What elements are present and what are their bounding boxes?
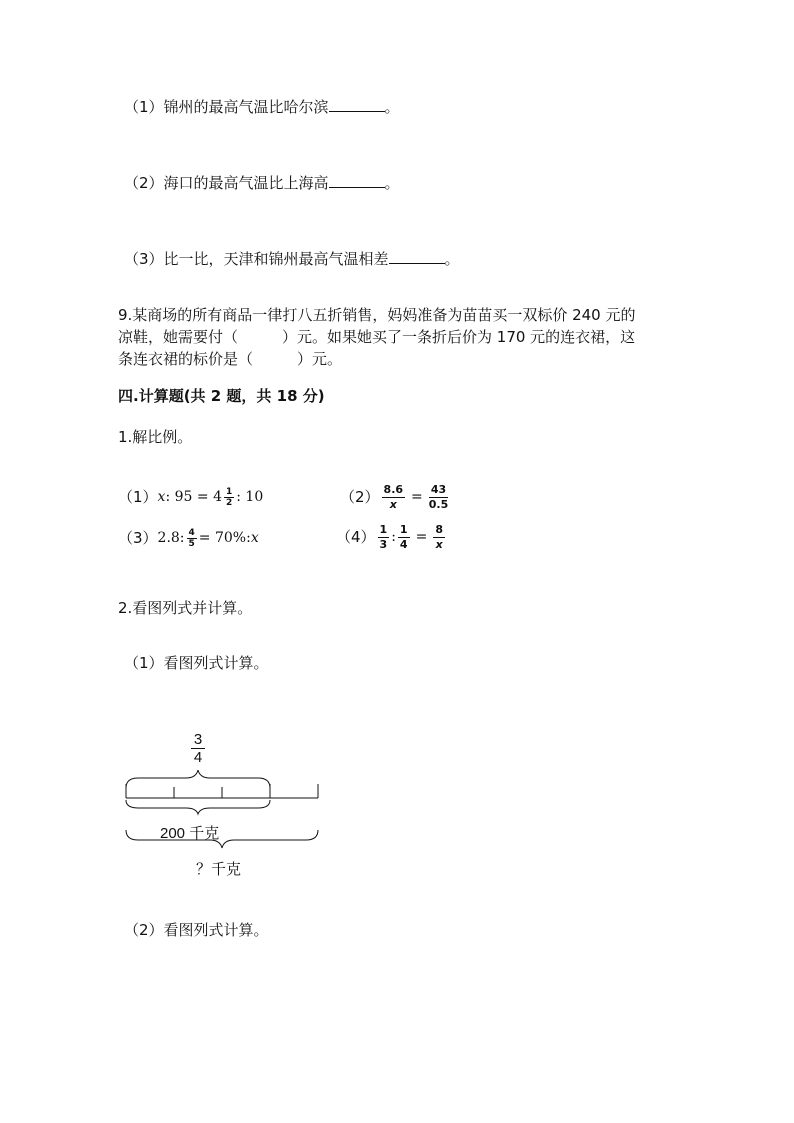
section-heading: 四.计算题(共 2 题，共 18 分) <box>118 387 325 405</box>
fraction-denominator: 4 <box>399 537 408 551</box>
q2-2-title: （2）看图列式计算。 <box>124 921 269 939</box>
fraction <box>187 528 197 549</box>
fraction-denominator: 5 <box>188 538 195 549</box>
fraction-numerator: 43 <box>430 482 447 496</box>
fraction-right <box>429 483 449 512</box>
lower-brace-inner <box>126 800 270 814</box>
fraction-numerator: 4 <box>188 527 195 538</box>
diagram-fraction-denominator: 4 <box>193 749 203 766</box>
q8-item-3-suffix: 。 <box>444 250 460 268</box>
answer-blank[interactable] <box>329 173 385 188</box>
q2-1-title: （1）看图列式计算。 <box>124 654 269 672</box>
upper-brace <box>126 770 270 788</box>
fraction-denominator: 3 <box>379 537 388 551</box>
variable-x: x <box>157 489 166 505</box>
fraction-label <box>188 731 208 766</box>
problem-label: （4） <box>336 528 376 546</box>
fraction-numerator: 1 <box>379 522 388 536</box>
q9-line-2 <box>118 326 635 348</box>
fraction-c <box>433 523 445 552</box>
proportion-1 <box>118 484 263 510</box>
fraction-denominator: x <box>389 497 397 511</box>
q9-line-2-b: ）元。如果她买了一条折后价为 170 元的连衣裙，这 <box>282 328 636 346</box>
lower-brace-outer <box>126 830 318 848</box>
diagram-fraction-numerator: 3 <box>193 731 203 748</box>
problem-label: （3） <box>118 529 158 547</box>
fraction-denominator: 0.5 <box>428 497 449 511</box>
fraction-denominator: x <box>435 537 443 551</box>
answer-blank[interactable] <box>389 249 445 264</box>
fraction-left <box>382 483 406 512</box>
fraction-numerator: 1 <box>225 486 233 497</box>
fraction-a <box>378 523 390 552</box>
expr-pre: 2.8: <box>157 530 185 546</box>
q8-item-1-text: （1）锦州的最高气温比哈尔滨 <box>124 98 329 116</box>
q8-item-3-text: （3）比一比，天津和锦州最高气温相差 <box>124 250 389 268</box>
problem-label: （1） <box>118 488 158 506</box>
colon: : <box>391 529 396 545</box>
outer-label: ？千克 <box>196 861 242 878</box>
fraction <box>224 487 234 508</box>
q8-item-2-text: （2）海口的最高气温比上海高 <box>124 174 329 192</box>
fraction-numerator: 1 <box>399 522 408 536</box>
proportion-2 <box>340 480 450 514</box>
q8-item-1 <box>124 96 400 118</box>
q8-item-1-suffix: 。 <box>384 98 400 116</box>
q9-line-3-b: ）元。 <box>297 350 343 368</box>
proportion-3 <box>118 524 259 552</box>
problem-label: （2） <box>340 488 380 506</box>
q2-title: 2.看图列式并计算。 <box>118 599 253 617</box>
fraction-numerator: 8.6 <box>383 482 404 496</box>
bar-diagram <box>118 770 328 850</box>
fraction-b <box>398 523 410 552</box>
variable-x: x <box>250 530 259 546</box>
q8-item-2-suffix: 。 <box>384 174 400 192</box>
proportion-4 <box>336 520 447 554</box>
answer-blank[interactable] <box>329 97 385 112</box>
fraction-numerator: 8 <box>435 522 443 536</box>
inner-label: 200 千克 <box>160 825 220 842</box>
fraction-denominator: 2 <box>225 497 233 508</box>
equals-sign: = <box>415 529 428 545</box>
q8-item-3 <box>124 248 460 270</box>
q1-title: 1.解比例。 <box>118 428 193 446</box>
q8-item-2 <box>124 172 400 194</box>
expr-right: : 10 <box>236 489 264 505</box>
q9-line-1: 9.某商场的所有商品一律打八五折销售，妈妈准备为苗苗买一双标价 240 元的 <box>118 306 636 324</box>
equals-sign: = <box>411 489 423 505</box>
q9-line-2-a: 凉鞋，她需要付（ <box>118 328 239 346</box>
expr-mid: : 95 = 4 <box>165 489 222 505</box>
q9-line-3-a: 条连衣裙的标价是（ <box>118 350 254 368</box>
q9-line-3 <box>118 348 342 370</box>
expr-post: = 70%: <box>198 530 251 546</box>
